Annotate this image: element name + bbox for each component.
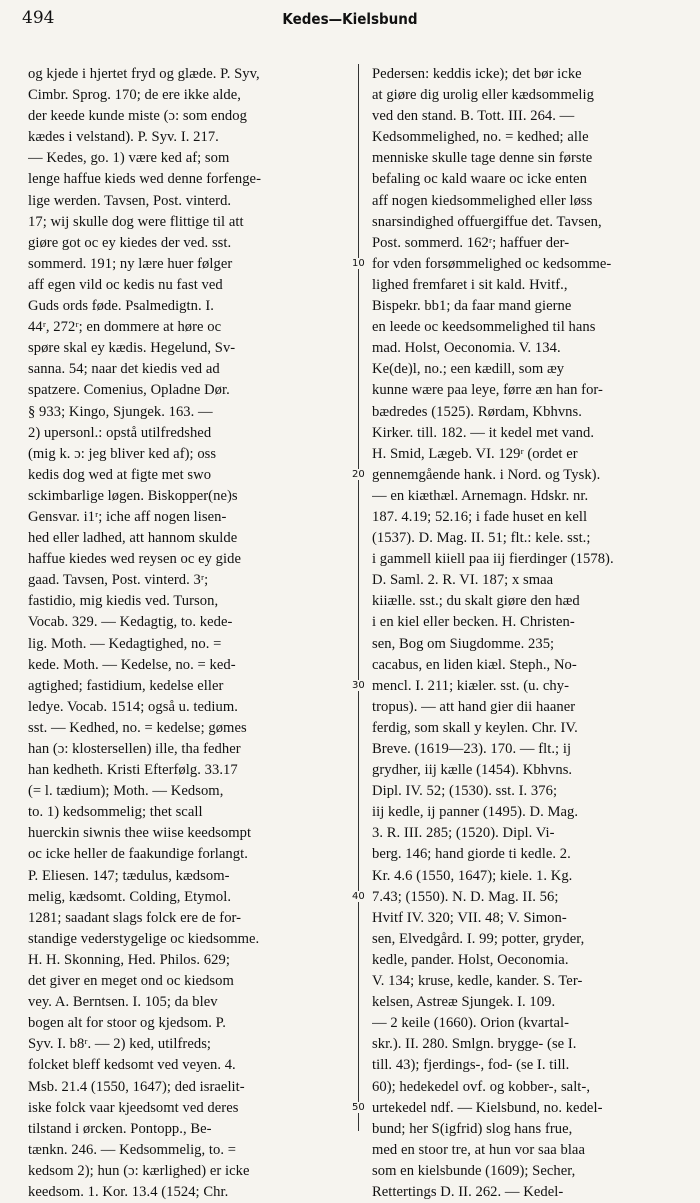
text-line: 44ʳ, 272ʳ; en dommere at høre oc (28, 319, 222, 336)
text-line: ved den stand. B. Tott. III. 264. — (372, 108, 575, 125)
text-line: § 933; Kingo, Sjungek. 163. — (28, 403, 213, 420)
text-line: Dipl. IV. 52; (1530). sst. I. 376; (372, 783, 558, 800)
text-line: melig, kædsomt. Colding, Etymol. (28, 888, 232, 905)
text-line: tænkn. 246. — Kedsommelig, to. = (28, 1141, 237, 1158)
text-line: 187. 4.19; 52.16; i fade huset en kell (372, 508, 588, 525)
text-line: Kr. 4.6 (1550, 1647); kiele. 1. Kg. (372, 867, 573, 884)
text-line: H. H. Skonning, Hed. Philos. 629; (28, 951, 230, 968)
text-line: han kedheth. Kristi Efterfølg. 33.17 (28, 762, 238, 779)
text-line: Post. sommerd. 162ʳ; haffuer der- (372, 234, 570, 251)
running-head: Kedes—Kielsbund (282, 10, 418, 28)
text-line: berg. 146; hand giorde ti kedle. 2. (372, 846, 571, 863)
text-line: sanna. 54; naar det kiedis ved ad (28, 361, 220, 378)
text-line: 3. R. III. 285; (1520). Dipl. Vi- (372, 825, 555, 842)
text-line: 1281; saadant slags folck ere de for- (28, 909, 242, 926)
text-line: skr.). II. 280. Smlgn. brygge- (se I. (372, 1036, 577, 1053)
right-column (372, 64, 694, 1203)
text-line: (= l. tædium); Moth. — Kedsom, (28, 783, 224, 800)
text-line: Bispekr. bb1; da faar mand gierne (372, 298, 572, 315)
text-line: i en kiel eller becken. H. Christen- (372, 614, 575, 631)
text-line: gennemgående hank. i Nord. og Tysk). (372, 466, 601, 483)
text-line: i gammell kiiell paa iij fierdinger (1578). (372, 551, 614, 568)
text-line: en leede oc keedsommelighed til hans (372, 319, 596, 336)
text-line: fastidio, mig kiedis ved. Turson, (28, 593, 219, 610)
text-line: Ke(de)l, no.; een kædill, som æy (372, 361, 565, 378)
text-line: bædredes (1525). Rørdam, Kbhvns. (372, 403, 582, 420)
text-line: Pedersen: keddis icke); det bør icke (372, 66, 582, 82)
text-line: som en kielsbunde (1609); Secher, (372, 1162, 576, 1179)
text-line: Msb. 21.4 (1550, 1647); ded israelit- (28, 1078, 245, 1095)
text-line: — Kedes, go. 1) være ked af; som (28, 150, 230, 167)
text-line: bogen alt for stoor og kjedsom. P. (28, 1015, 226, 1032)
text-line: 60); hedekedel ovf. og kobber-, salt-, (372, 1078, 591, 1095)
text-line: kedis dog wed at figte met swo (28, 466, 212, 483)
margin-line-number: 30 (352, 679, 365, 691)
text-line: haffue kiedes wed reysen oc ey gide (28, 551, 242, 568)
text-line: mencl. I. 211; kiæler. sst. (u. chy- (372, 677, 570, 694)
text-line: at giøre dig urolig eller kædsommelig (372, 87, 594, 104)
text-line: agtighed; fastidium, kedelse eller (28, 677, 224, 694)
text-line: Breve. (1619—23). 170. — flt.; ij (372, 741, 572, 757)
text-line: spøre skal ey kædis. Hegelund, Sv- (28, 340, 236, 357)
text-line: cacabus, en liden kiæl. Steph., No- (372, 656, 577, 673)
text-line: hed eller ladhed, att hannom skulde (28, 530, 238, 547)
margin-line-number: 10 (352, 257, 365, 269)
text-line: aff egen vild oc kedis nu fast ved (28, 276, 223, 293)
text-line: — en kiæthæl. Arnemagn. Hdskr. nr. (372, 487, 589, 504)
text-line: 17; wij skulle dog were flittige til att (28, 213, 244, 230)
text-line: oc icke heller de faakundige forlangt. (28, 846, 248, 863)
text-line: Gensvar. i1ʳ; iche aff nogen lisen- (28, 508, 227, 525)
text-line: Guds ords føde. Psalmedigtn. I. (28, 298, 214, 315)
text-line: kedsom 2); hun (ɔ: kærlighed) er icke (28, 1162, 250, 1179)
text-line: urtekedel ndf. — Kielsbund, no. kedel- (372, 1099, 603, 1116)
text-line: og kjede i hjertet fryd og glæde. P. Syv, (28, 66, 260, 82)
text-line: aff nogen kiedsommelighed eller løss (372, 192, 593, 209)
text-line: tropus). — att hand gier dii haaner (372, 698, 576, 715)
text-line: giøre got oc ey kiedes der ved. sst. (28, 234, 232, 251)
text-line: ferdig, som skall y keylen. Chr. IV. (372, 719, 578, 736)
text-line: han (ɔ: klostersellen) ille, tha fedher (28, 741, 241, 757)
text-line: kædes i velstand). P. Syv. I. 217. (28, 129, 219, 146)
margin-line-number: 20 (352, 468, 365, 480)
text-line: gaad. Tavsen, Post. vinterd. 3ʳ; (28, 572, 209, 589)
text-line: for vden forsømmelighed oc kedsomme- (372, 255, 612, 272)
text-line: kiiælle. sst.; du skalt giøre den hæd (372, 593, 580, 610)
text-line: iij kedle, ij panner (1495). D. Mag. (372, 804, 579, 821)
text-line: to. 1) kedsommelig; thet scall (28, 804, 203, 821)
text-line: kedle, pander. Holst, Oeconomia. (372, 951, 569, 968)
text-line: der keede kunde miste (ɔ: som endog (28, 108, 247, 125)
text-line: till. 43); fjerdings-, fod- (se I. till. (372, 1057, 570, 1074)
text-line: 2) upersonl.: opstå utilfredshed (28, 424, 212, 441)
text-line: Kirker. till. 182. — it kedel met vand. (372, 424, 595, 441)
margin-line-number: 50 (352, 1101, 365, 1113)
text-line: (mig k. ɔ: jeg bliver ked af); oss (28, 445, 217, 462)
text-line: — 2 keile (1660). Orion (kvartal- (372, 1015, 569, 1032)
text-line: ledye. Vocab. 1514; også u. tedium. (28, 698, 238, 715)
text-line: det giver en meget ond oc kiedsom (28, 973, 234, 990)
text-line: (1537). D. Mag. II. 51; flt.: kele. sst.; (372, 530, 591, 547)
text-line: spatzere. Comenius, Opladne Dør. (28, 382, 230, 399)
text-line: huerckin siwnis thee wiise keedsompt (28, 825, 252, 842)
text-line: iske folck vaar kjeedsomt ved deres (28, 1099, 239, 1116)
text-line: H. Smid, Lægeb. VI. 129ʳ (ordet er (372, 445, 578, 462)
text-line: V. 134; kruse, kedle, kander. S. Ter- (372, 973, 583, 990)
text-line: Rettertings D. II. 262. — Kedel- (372, 1183, 564, 1200)
left-column (28, 64, 348, 1203)
text-line: sst. — Kedhed, no. = kedelse; gømes (28, 719, 247, 736)
text-line: kelsen, Astreæ Sjungek. I. 109. (372, 994, 556, 1011)
text-line: grydher, iij kælle (1454). Kbhvns. (372, 762, 573, 779)
text-line: Hvitf IV. 320; VII. 48; V. Simon- (372, 909, 567, 926)
text-line: menniske skulle tage denne sin første (372, 150, 593, 167)
column-divider (358, 64, 359, 1131)
text-line: med en stoor tre, at hun vor saa blaa (372, 1141, 585, 1158)
text-line: snarsindighed offuergiffue det. Tavsen, (372, 213, 602, 230)
text-line: Syv. I. b8ʳ. — 2) ked, utilfreds; (28, 1036, 212, 1053)
text-line: Cimbr. Sprog. 170; de ere ikke alde, (28, 87, 241, 104)
text-line: befaling oc kald waare oc icke enten (372, 171, 587, 188)
page-header (22, 6, 678, 32)
text-line: sckimbarlige løgen. Biskopper(ne)s (28, 487, 238, 504)
text-line: Kedsommelighed, no. = kedhed; alle (372, 129, 589, 146)
text-line: lighed fremfaret i sit kald. Hvitf., (372, 276, 568, 293)
text-line: standige vederstygelige oc kiedsomme. (28, 930, 260, 947)
text-line: mad. Holst, Oeconomia. V. 134. (372, 340, 561, 357)
text-line: sommerd. 191; ny lære huer følger (28, 255, 233, 272)
text-line: lenge haffue kieds wed denne forfenge- (28, 171, 261, 188)
text-line: vey. A. Berntsen. I. 105; da blev (28, 994, 218, 1011)
text-line: Vocab. 329. — Kedagtig, to. kede- (28, 614, 233, 631)
text-line: keedsom. 1. Kor. 13.4 (1524; Chr. (28, 1183, 229, 1200)
text-line: kunne wære paa leye, førre æn han for- (372, 382, 603, 399)
page-number: 494 (22, 8, 55, 28)
text-line: lige werden. Tavsen, Post. vinterd. (28, 192, 232, 209)
text-line: kede. Moth. — Kedelse, no. = ked- (28, 656, 236, 673)
text-line: sen, Bog om Siugdomme. 235; (372, 635, 555, 652)
text-line: D. Saml. 2. R. VI. 187; x smaa (372, 572, 554, 589)
text-line: bund; her S(igfrid) slog hans frue, (372, 1120, 573, 1137)
text-line: 7.43; (1550). N. D. Mag. II. 56; (372, 888, 559, 905)
text-line: tilstand i ørcken. Pontopp., Be- (28, 1120, 212, 1137)
text-line: sen, Elvedgård. I. 99; potter, gryder, (372, 930, 585, 947)
text-line: folcket bleff kedsomt ved veyen. 4. (28, 1057, 236, 1074)
text-line: lig. Moth. — Kedagtighed, no. = (28, 635, 222, 652)
margin-line-number: 40 (352, 890, 365, 902)
text-line: P. Eliesen. 147; tædulus, kædsom- (28, 867, 230, 884)
